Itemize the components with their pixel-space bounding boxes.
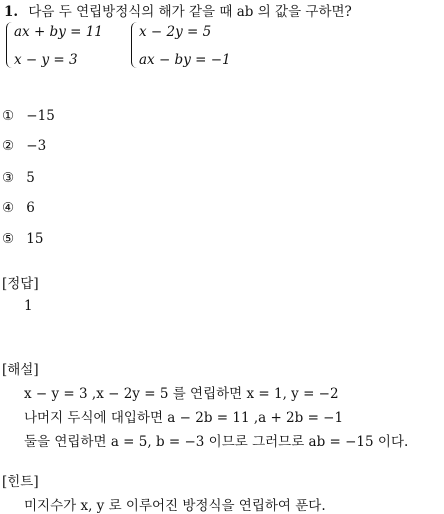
- option-4[interactable]: [2, 200, 35, 216]
- option-5[interactable]: [2, 231, 43, 247]
- option-marker: ④: [2, 200, 15, 216]
- option-value: −15: [26, 108, 55, 124]
- explanation-heading: [해설]: [2, 362, 39, 378]
- option-marker: ⑤: [2, 231, 15, 247]
- system2-eq1: x − 2y = 5: [139, 24, 212, 40]
- answer-value: 1: [24, 298, 33, 314]
- explanation-line-1: x − y = 3 ,x − 2y = 5 를 연립하면 x = 1, y = −2: [24, 386, 339, 402]
- option-2[interactable]: [2, 138, 46, 154]
- option-marker: ③: [2, 170, 15, 186]
- hint-text: 미지수가 x, y 로 이루어진 방정식을 연립하여 푼다.: [24, 498, 326, 514]
- option-3[interactable]: [2, 170, 35, 186]
- option-marker: ②: [2, 138, 15, 154]
- question-header: [4, 0, 352, 20]
- explanation-line-3: 둘을 연립하면 a = 5, b = −3 이므로 그러므로 ab = −15 이다.: [24, 434, 409, 450]
- explanation-line-2: 나머지 두식에 대입하면 a − 2b = 11 ,a + 2b = −1: [24, 410, 344, 426]
- option-value: 5: [26, 170, 35, 186]
- option-value: −3: [26, 138, 47, 154]
- hint-heading: [힌트]: [2, 474, 39, 490]
- option-marker: ①: [2, 108, 15, 124]
- question-number: 1.: [4, 4, 19, 20]
- question-prompt: 다음 두 연립방정식의 해가 같을 때 ab 의 값을 구하면?: [28, 4, 352, 20]
- system1-eq1: ax + by = 11: [14, 24, 103, 40]
- option-1[interactable]: [2, 108, 55, 124]
- system2-eq2: ax − by = −1: [139, 52, 231, 68]
- option-value: 6: [26, 200, 35, 216]
- option-value: 15: [26, 231, 44, 247]
- answer-heading: [정답]: [2, 276, 39, 292]
- system1-eq2: x − y = 3: [14, 52, 78, 68]
